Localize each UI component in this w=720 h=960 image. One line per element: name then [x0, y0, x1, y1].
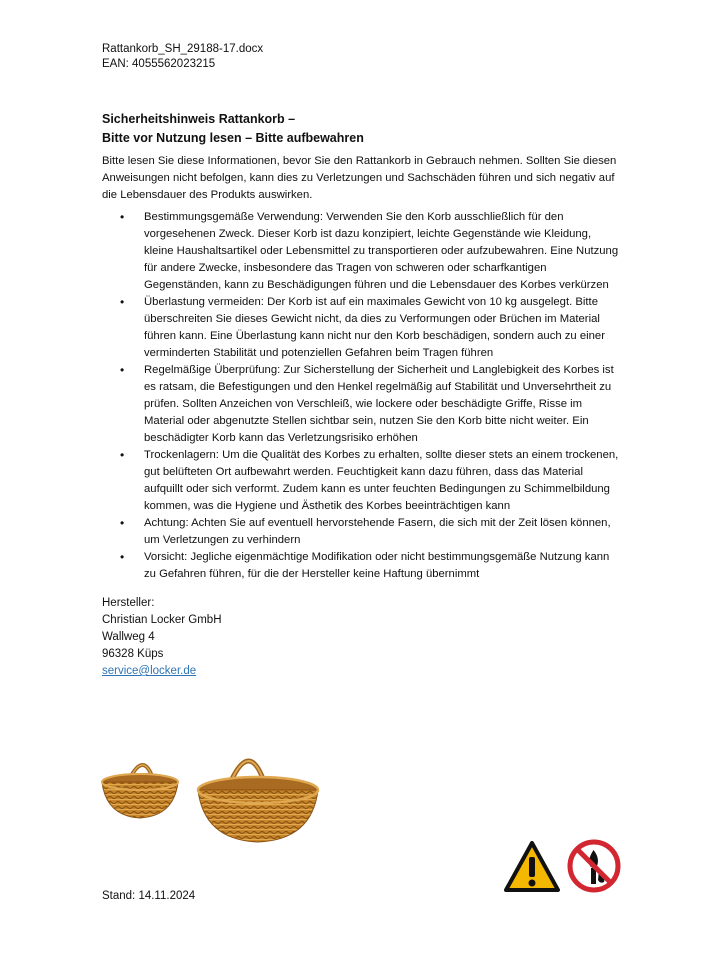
safety-list: [102, 209, 622, 583]
warning-triangle-icon: [503, 840, 561, 894]
list-item: • Trockenlagern: Um die Qualität des Korbes zu erhalten, sollte dieser stets an einem trockenen, gut belüfteten Ort aufbewahrt werden. Feuchtigkeit kann dazu führen, dass das Material aufquillt oder sich verformt. Zudem kann es unter feuchten Bedingungen zu Schimmelbildung kommen, was die Hygiene und Ästhetik des Korbes beeinträchtigen kann: [102, 447, 622, 515]
no-open-fire-icon: [566, 838, 622, 894]
ean-code: EAN: 4055562023215: [102, 58, 216, 70]
document-filename: Rattankorb_SH_29188-17.docx: [102, 43, 264, 55]
document-title: [102, 110, 364, 148]
intro-paragraph: Bitte lesen Sie diese Informationen, bevor Sie den Rattankorb in Gebrauch nehmen. Sollten Sie diesen Anweisungen nicht befolgen, kann dies zu Verletzungen und Sachschäden führen und sich negativ auf die Lebensdauer des Produkts auswirken.: [102, 155, 617, 201]
list-item: • Regelmäßige Überprüfung: Zur Sicherstellung der Sicherheit und Langlebigkeit des Korbes ist es ratsam, die Befestigungen und den Henkel regelmäßig auf Stabilität und Unversehrtheit zu prüfen. Sollten Anzeichen von Verschleiß, wie lockere oder beschädigte Griffe, Risse im Material oder abgenutzte Stellen sichtbar sein, nutzen Sie den Korb bitte nicht weiter. Ein beschädigter Korb kann das Verletzungsrisiko erhöhen: [102, 362, 622, 447]
manufacturer-block: [102, 595, 222, 680]
revision-date: Stand: 14.11.2024: [102, 890, 196, 902]
manufacturer-company: Christian Locker GmbH: [102, 614, 222, 626]
list-item: • Achtung: Achten Sie auf eventuell hervorstehende Fasern, die sich mit der Zeit lösen können, um Verletzungen zu verhindern: [102, 515, 622, 549]
title-line-2: Bitte vor Nutzung lesen – Bitte aufbewahren: [102, 131, 364, 145]
list-item: • Bestimmungsgemäße Verwendung: Verwenden Sie den Korb ausschließlich für den vorgesehenen Zweck. Dieser Korb ist dazu konzipiert, leichte Gegenstände wie Kleidung, kleine Haushaltsartikel oder Lebensmittel zu transportieren oder aufzubewahren. Eine Nutzung für andere Zwecke, insbesondere das Tragen von schweren oder scharfkantigen Gegenständen, kann zu Beschädigungen führen und die Lebensdauer des Korbes verkürzen: [102, 209, 622, 294]
list-item: • Vorsicht: Jegliche eigenmächtige Modifikation oder nicht bestimmungsgemäße Nutzung kann zu Gefahren führen, für die der Hersteller keine Haftung übernimmt: [102, 549, 622, 583]
list-item: • Überlastung vermeiden: Der Korb ist auf ein maximales Gewicht von 10 kg ausgelegt. Bitte überschreiten Sie dieses Gewicht nicht, da dies zu Verformungen oder Brüchen im Material führen kann. Eine Überlastung kann nicht nur den Korb beschädigen, sondern auch zu einer verminderten Stabilität und potenziellen Gefahren beim Tragen führen: [102, 294, 622, 362]
title-line-1: Sicherheitshinweis Rattankorb –: [102, 112, 296, 126]
document-meta: [102, 42, 263, 72]
rattan-baskets-image: [100, 740, 330, 850]
manufacturer-email-link[interactable]: service@locker.de: [102, 665, 197, 677]
manufacturer-label: Hersteller:: [102, 597, 155, 609]
manufacturer-street: Wallweg 4: [102, 631, 155, 643]
manufacturer-city: 96328 Küps: [102, 648, 164, 660]
